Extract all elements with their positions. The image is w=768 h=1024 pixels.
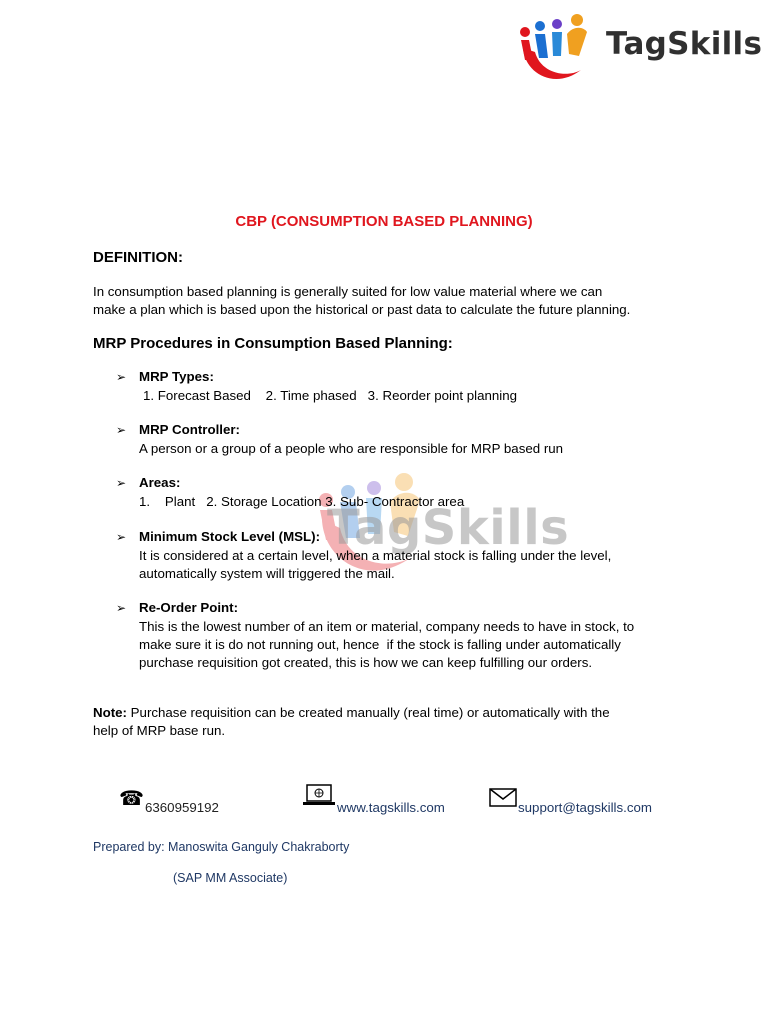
note-line-2: help of MRP base run. xyxy=(93,723,226,738)
definition-line-1: In consumption based planning is generally suited for low value material where we can xyxy=(93,284,603,299)
laptop-icon xyxy=(302,784,336,808)
bullet-arrow-icon: ➢ xyxy=(116,423,127,437)
reorder-line-2: make sure it is do not running out, hence if the stock is falling under automatically xyxy=(139,637,621,652)
mail-icon xyxy=(489,788,517,807)
phone-icon: ☎ xyxy=(119,788,144,810)
mrp-types-heading: MRP Types: xyxy=(139,369,214,384)
note-line-1: Purchase requisition can be created manually (real time) or automatically with the xyxy=(126,705,610,720)
msl-heading: Minimum Stock Level (MSL): xyxy=(139,529,321,544)
mrp-controller-line: A person or a group of a people who are responsible for MRP based run xyxy=(139,441,564,456)
areas-line: 1. Plant 2. Storage Location 3. Sub- Contractor area xyxy=(139,494,465,509)
areas-heading: Areas: xyxy=(139,475,181,490)
bullet-arrow-icon: ➢ xyxy=(116,370,127,384)
reorder-point-heading: Re-Order Point: xyxy=(139,600,238,615)
reorder-line-3: purchase requisition got created, this is how we can keep fulfilling our orders. xyxy=(139,655,593,670)
reorder-line-1: This is the lowest number of an item or material, company needs to have in stock, to xyxy=(139,619,635,634)
mrp-controller-heading: MRP Controller: xyxy=(139,422,240,437)
msl-line-2: automatically system will triggered the mail. xyxy=(139,566,395,581)
email-link[interactable]: support@tagskills.com xyxy=(518,800,652,815)
bullet-arrow-icon: ➢ xyxy=(116,476,127,490)
phone-number[interactable]: 6360959192 xyxy=(145,800,219,815)
prepared-role: (SAP MM Associate) xyxy=(173,871,288,885)
mrp-types-line: 1. Forecast Based 2. Time phased 3. Reorder point planning xyxy=(143,388,518,403)
definition-line-2: make a plan which is based upon the historical or past data to calculate the future planning. xyxy=(93,302,631,317)
definition-heading: DEFINITION: xyxy=(93,249,183,266)
watermark-text: TagSkills xyxy=(327,500,570,556)
page-title: CBP (CONSUMPTION BASED PLANNING) xyxy=(235,213,533,230)
bullet-arrow-icon: ➢ xyxy=(116,530,127,544)
bullet-arrow-icon: ➢ xyxy=(116,601,127,615)
brand-name: TagSkills xyxy=(606,26,763,62)
prepared-by: Prepared by: Manoswita Ganguly Chakraborty xyxy=(93,840,350,854)
note-label: Note: xyxy=(93,705,127,720)
website-link[interactable]: www.tagskills.com xyxy=(337,800,445,815)
note-paragraph xyxy=(93,704,673,740)
procedures-heading: MRP Procedures in Consumption Based Planning: xyxy=(93,335,453,352)
msl-line-1: It is considered at a certain level, when a material stock is falling under the level, xyxy=(139,548,612,563)
